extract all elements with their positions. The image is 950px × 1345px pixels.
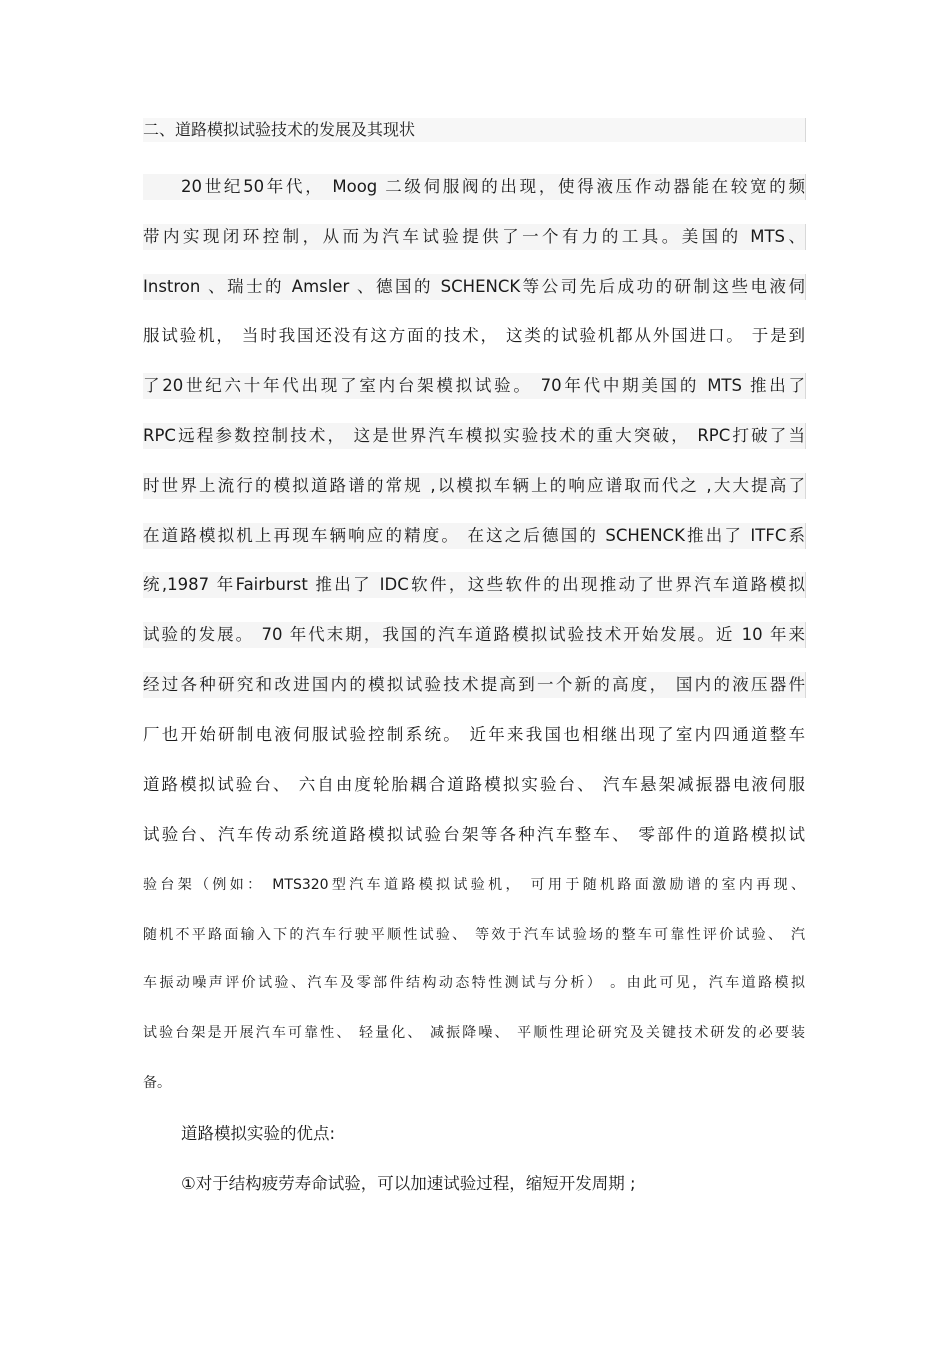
paragraph-line: 厂也开始研制电液伺服试验控制系统。 近年来我国也相继出现了室内四通道整车 — [143, 725, 805, 744]
advantage-item: ①对于结构疲劳寿命试验，可以加速试验过程，缩短开发周期 ; — [181, 1174, 636, 1193]
paragraph-line: Instron 、瑞士的 Amsler 、德国的 SCHENCK等公司先后成功的研制这些电液伺 — [143, 274, 806, 300]
paragraph-line: 试验台架是开展汽车可靠性、 轻量化、 减振降噪、 平顺性理论研究及关键技术研发的必要装 — [143, 1025, 805, 1041]
paragraph-line: 车振动噪声评价试验、汽车及零部件结构动态特性测试与分析） 。由此可见，汽车道路模拟 — [143, 975, 805, 991]
paragraph-line: RPC远程参数控制技术， 这是世界汽车模拟实验技术的重大突破， RPC打破了当 — [143, 423, 806, 449]
paragraph-line: 了20世纪六十年代出现了室内台架模拟试验。 70年代中期美国的 MTS 推出了 — [143, 373, 806, 399]
paragraph-line: 随机不平路面输入下的汽车行驶平顺性试验、 等效于汽车试验场的整车可靠性评价试验、 汽 — [143, 927, 805, 943]
paragraph-line: 服试验机， 当时我国还没有这方面的技术， 这类的试验机都从外国进口。 于是到 — [143, 326, 805, 345]
paragraph-line: 20世纪50年代， Moog 二级伺服阀的出现，使得液压作动器能在较宽的频 — [143, 174, 806, 200]
section-heading: 二、道路模拟试验技术的发展及其现状 — [143, 118, 806, 142]
paragraph-line: 验台架（例如： MTS320型汽车道路模拟试验机， 可用于随机路面激励谱的室内再现、 — [143, 877, 805, 893]
paragraph-line: 在道路模拟机上再现车辆响应的精度。 在这之后德国的 SCHENCK推出了 ITFC系 — [143, 523, 806, 549]
paragraph-line: 时世界上流行的模拟道路谱的常规 ,以模拟车辆上的响应谱取而代之 ,大大提高了 — [143, 473, 806, 499]
paragraph-line: 经过各种研究和改进国内的模拟试验技术提高到一个新的高度， 国内的液压器件 — [143, 672, 806, 698]
paragraph-line: 统,1987 年Fairburst 推出了 IDC软件，这些软件的出现推动了世界汽车道路模拟 — [143, 572, 806, 598]
paragraph-line: 试验的发展。 70 年代末期，我国的汽车道路模拟试验技术开始发展。近 10 年来 — [143, 622, 806, 648]
paragraph-line: 备。 — [143, 1075, 171, 1091]
paragraph-line: 试验台、汽车传动系统道路模拟试验台架等各种汽车整车、 零部件的道路模拟试 — [143, 825, 805, 844]
paragraph-line: 道路模拟试验台、 六自由度轮胎耦合道路模拟实验台、 汽车悬架减振器电液伺服 — [143, 775, 805, 794]
paragraph-line: 带内实现闭环控制，从而为汽车试验提供了一个有力的工具。美国的 MTS、 — [143, 224, 806, 250]
subheading: 道路模拟实验的优点: — [181, 1124, 336, 1143]
